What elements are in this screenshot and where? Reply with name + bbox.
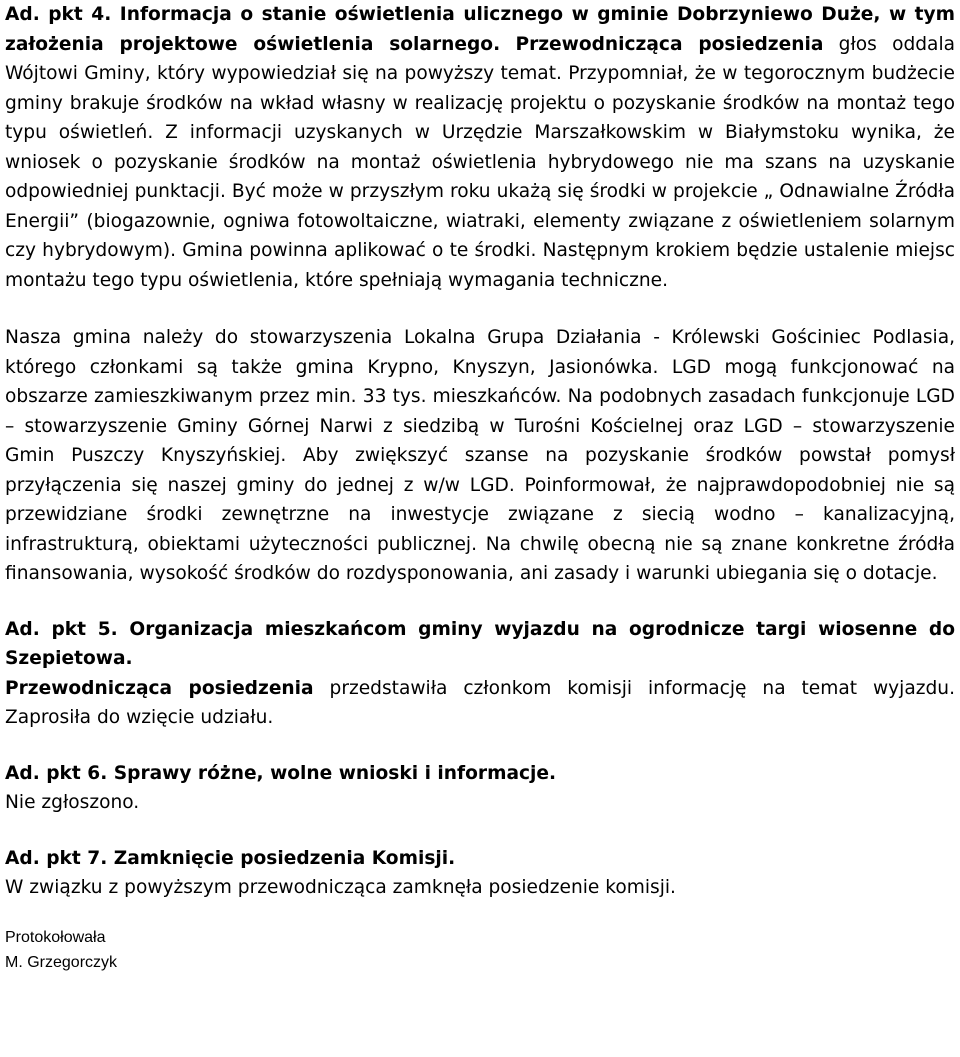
signature-block bbox=[5, 925, 955, 975]
item4-paragraph bbox=[5, 0, 955, 295]
item5-paragraph bbox=[5, 615, 955, 733]
spacer bbox=[5, 733, 955, 759]
item4-heading: Ad. pkt 4. Informacja o stanie oświetlenia ulicznego w gminie Dobrzyniewo Duże, w tym założenia projektowe oświetlenia solarnego. bbox=[5, 4, 955, 55]
spacer bbox=[5, 903, 955, 925]
item7-text: W związku z powyższym przewodnicząca zamknęła posiedzenie komisji. bbox=[5, 877, 676, 898]
item5-text: przedstawiła członkom komisji informację na temat wyjazdu. Zaprosiła do wzięcie udziału. bbox=[5, 677, 955, 728]
signature-name: M. Grzegorczyk bbox=[5, 953, 118, 971]
spacer bbox=[5, 818, 955, 844]
item6-paragraph bbox=[5, 759, 955, 818]
item4-paragraph-2: Nasza gmina należy do stowarzyszenia Lokalna Grupa Działania - Królewski Gościniec Podlasia, którego członkami są także gmina Krypno, Knyszyn, Jasionówka. LGD mogą funkcjonować na obszarze zamieszkiwanym przez min. 33 tys. mieszkańców. Na podobnych zasadach funkcjonuje LGD – stowarzyszenie Gminy Górnej Narwi z siedzibą w Turośni Kościelnej oraz LGD – stowarzyszenie Gmin Puszczy Knyszyńskiej. Aby zwiększyć szanse na pozyskanie środków powstał pomysł przyłączenia się naszej gminy do jednej z w/w LGD. Poinformował, że najprawdopodobniej nie są przewidziane środki zewnętrzne na inwestycje związane z siecią wodno – kanalizacyjną, infrastrukturą, obiektami użyteczności publicznej. Na chwilę obecną nie są znane konkretne źródła finansowania, wysokość środków do rozdysponowania, ani zasady i warunki ubiegania się o dotacje. bbox=[5, 327, 955, 584]
item7-paragraph bbox=[5, 844, 955, 903]
item7-heading: Ad. pkt 7. Zamknięcie posiedzenia Komisji. bbox=[5, 847, 456, 869]
spacer bbox=[5, 295, 955, 323]
document-page bbox=[5, 0, 955, 975]
item6-text: Nie zgłoszono. bbox=[5, 792, 140, 813]
item5-heading: Ad. pkt 5. Organizacja mieszkańcom gminy wyjazdu na ogrodnicze targi wiosenne do Szepietowa. bbox=[5, 618, 955, 669]
item4-text1: głos oddala Wójtowi Gminy, który wypowiedział się na powyższy temat. Przypomniał, że w tegorocznym budżecie gminy brakuje środków na wkład własny w realizację projektu o pozyskanie środków na montaż tego typu oświetleń. Z informacji uzyskanych w Urzędzie Marszałkowskim w Białymstoku wynika, że wniosek o pozyskanie środków na montaż oświetlenia hybrydowego nie ma szans na uzyskanie odpowiedniej punktacji. Być może w przyszłym roku ukażą się środki w projekcie „ Odnawialne Źródła Energii” (biogazownie, ogniwa fotowoltaiczne, wiatraki, elementy związane z oświetleniem solarnym czy hybrydowym). Gmina powinna aplikować o te środki. Następnym krokiem będzie ustalenie miejsc montażu tego typu oświetlenia, które spełniają wymagania techniczne. bbox=[5, 33, 955, 291]
item6-heading: Ad. pkt 6. Sprawy różne, wolne wnioski i informacje. bbox=[5, 762, 557, 784]
item5-speaker: Przewodnicząca posiedzenia bbox=[5, 677, 314, 699]
item4-speaker: Przewodnicząca posiedzenia bbox=[515, 33, 824, 55]
spacer bbox=[5, 589, 955, 615]
signature-label: Protokołowała bbox=[5, 928, 106, 946]
